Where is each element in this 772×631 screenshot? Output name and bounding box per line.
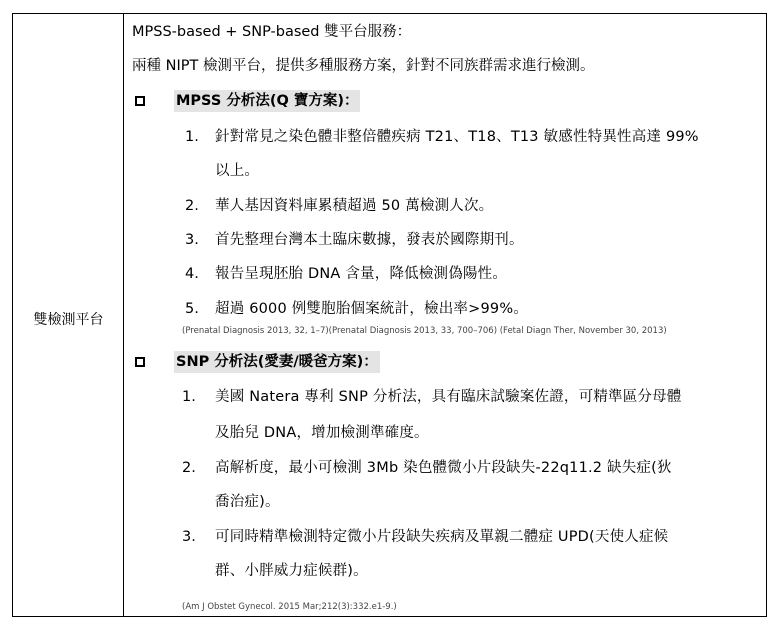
mpss-item-4-number: 4. xyxy=(185,266,199,282)
mpss-item-1-number: 1. xyxy=(185,129,199,145)
table-left-cell xyxy=(13,14,124,616)
snp-item-3-number: 3. xyxy=(182,529,196,545)
snp-item-1-number: 1. xyxy=(182,389,196,405)
snp-item-3-text-cont: 群、小胖威力症候群)。 xyxy=(215,563,368,579)
content-table xyxy=(12,13,767,617)
mpss-item-5-number: 5. xyxy=(185,301,199,317)
snp-item-3-text: 可同時精準檢測特定微小片段缺失疾病及單親二體症 UPD(天使人症候 xyxy=(215,529,669,545)
intro-description: 兩種 NIPT 檢測平台，提供多種服務方案，針對不同族群需求進行檢測。 xyxy=(132,58,595,74)
snp-item-2-text-cont: 喬治症)。 xyxy=(215,494,280,510)
mpss-item-2-text: 華人基因資料庫累積超過 50 萬檢測人次。 xyxy=(215,198,494,214)
snp-item-2-text: 高解析度，最小可檢測 3Mb 染色體微小片段缺失-22q11.2 缺失症(狄 xyxy=(215,460,672,476)
snp-section-title: SNP 分析法(愛妻/暖爸方案)： xyxy=(174,351,380,373)
mpss-item-3-text: 首先整理台灣本土臨床數據，發表於國際期刊。 xyxy=(215,232,524,248)
snp-reference: (Am J Obstet Gynecol. 2015 Mar;212(3):332.e1-9.) xyxy=(182,602,397,612)
row-label: 雙檢測平台 xyxy=(33,312,104,328)
checkbox-mpss xyxy=(135,96,145,106)
table-right-cell xyxy=(124,14,766,616)
mpss-item-1-text-cont: 以上。 xyxy=(215,163,260,179)
mpss-item-5-text: 超過 6000 例雙胞胎個案統計，檢出率>99%。 xyxy=(215,301,528,317)
mpss-reference: (Prenatal Diagnosis 2013, 32, 1–7)(Prenatal Diagnosis 2013, 33, 700–706) (Fetal Diagn Ther, November 30, 2013) xyxy=(182,326,667,336)
mpss-item-3-number: 3. xyxy=(185,232,199,248)
mpss-item-2-number: 2. xyxy=(185,198,199,214)
snp-item-2-number: 2. xyxy=(182,460,196,476)
mpss-item-1-text: 針對常見之染色體非整倍體疾病 T21、T18、T13 敏感性特異性高達 99% xyxy=(215,129,699,145)
intro-heading: MPSS-based + SNP-based 雙平台服務： xyxy=(132,24,412,40)
checkbox-snp xyxy=(135,357,145,367)
mpss-section-title: MPSS 分析法(Q 寶方案)： xyxy=(174,90,360,112)
snp-item-1-text-cont: 及胎兒 DNA，增加檢測準確度。 xyxy=(215,425,429,441)
mpss-item-4-text: 報告呈現胚胎 DNA 含量，降低檢測偽陽性。 xyxy=(215,266,508,282)
snp-item-1-text: 美國 Natera 專利 SNP 分析法，具有臨床試驗案佐證，可精準區分母體 xyxy=(215,389,682,405)
